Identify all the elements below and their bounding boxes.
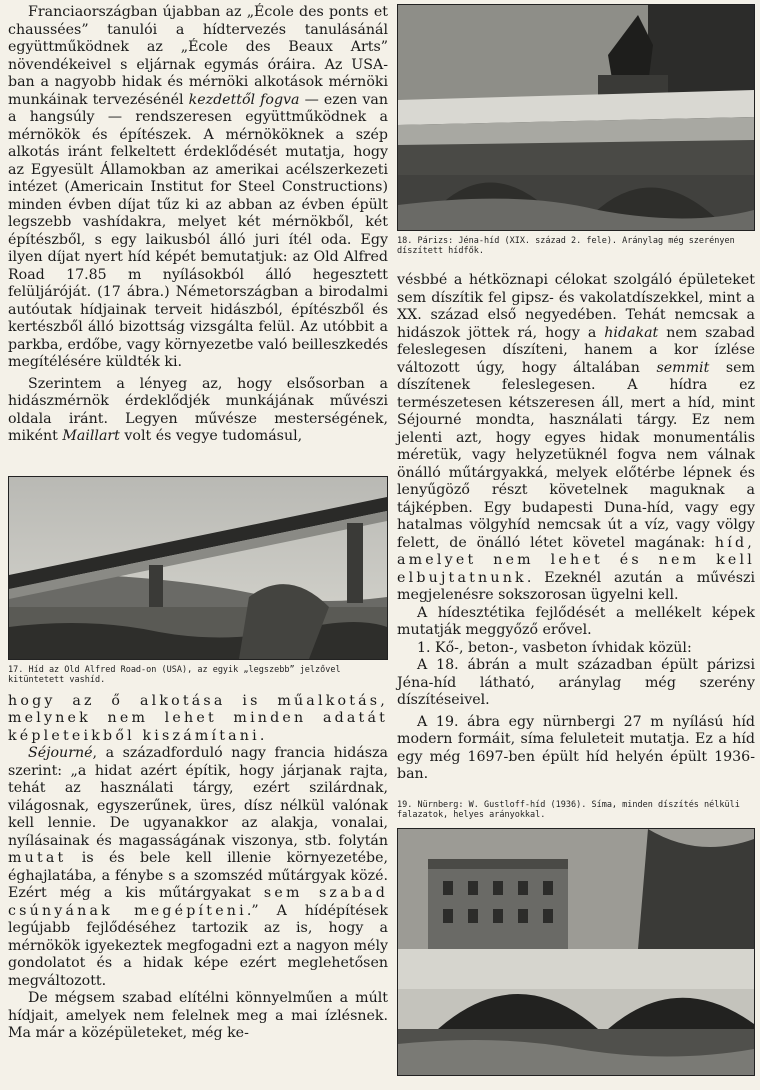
- spaced-text: mutat: [8, 850, 67, 866]
- spaced-text: híd, amelyet nem lehet és nem kell elbujtatnunk: [397, 534, 755, 586]
- left-column: [8, 4, 388, 1043]
- text-run: De mégsem szabad elítélni könnyelműen a múlt hídjait, amelyek nem felelnek meg a mai ízlésnek. Ma már a középületeket, még ke-: [8, 990, 388, 1041]
- section-heading: 1. Kő-, beton-, vasbeton ívhidak közül:: [417, 639, 692, 656]
- right-column: [397, 4, 755, 1076]
- emphasis-text: hidakat: [604, 324, 659, 341]
- text-run: Szerintem a lényeg az, hogy elsősorban a hidászmérnök érdeklődjék munkájának művészi oldala iránt. Legyen művésze mesterségének, miként: [8, 375, 388, 444]
- paragraph-diszites: [397, 272, 755, 605]
- text-run: nem szabad feleslegesen díszíteni, hanem a kor ízlése változott úgy, hogy általában: [397, 324, 756, 376]
- text-run: volt és vegye tudomásul,: [119, 428, 303, 444]
- figure-17-caption: 17. Híd az Old Alfred Road-on (USA), az egyik „legszebb” jelzővel kitüntetett vashíd.: [8, 664, 341, 685]
- emphasis-text: semmit: [656, 359, 710, 376]
- paragraph-sejourne: [8, 745, 388, 990]
- emphasis-name: Séjourné: [28, 745, 93, 761]
- text-run: is és bele kell illenie környezetébe, éghajlatába, a fénybe s a szomszéd műtárgyak közé. Ezért még a kis műtárgyakat: [8, 850, 388, 901]
- figure-17-photo: [8, 476, 388, 660]
- paragraph-intro: [8, 4, 388, 372]
- paragraph-mualkotas: [8, 693, 388, 746]
- bridge-photo-17: [9, 477, 387, 659]
- figure-18-caption: 18. Párizs: Jéna-híd (XIX. század 2. fele). Aránylag még szerényen díszített hídfők.: [397, 236, 735, 256]
- paragraph-hidesztetika: A hídesztétika fejlődését a mellékelt képek mutatják meggyőző erővel.: [397, 604, 755, 638]
- paragraph-fig18: A 18. ábrán a mult században épült párizsi Jéna-híd látható, aránylag még szerény díszítéseivel.: [397, 657, 755, 708]
- text-run: vésbbé a hétköznapi célokat szolgáló épületeket sem díszítik fel gipsz- és vakolatdíszekkel, mint a XX. század első negyedében. Tehát nemcsak a hidászok jöttek rá, hogy a: [397, 272, 755, 341]
- emphasis-text: kezdettől fogva: [188, 91, 300, 108]
- text-run: — ezen van a hangsúly — rendszeresen együttműködnek a mérnökök és építészek. A mérnököknek a szép alkotás iránt felkeltett érdeklődését mutatja, hogy az Egyesült Államokban az amerikai acélszerkezeti intézet (Americain Institut for Steel Constructions) minden évben díjat tűz ki az abban az évben épült legszebb vashídakra, melyet két mérnökből, két építészből, s egy laikusból álló juri ítél oda. Egy ilyen díjat nyert híd képét bemutatjuk: az Old Alfred Road 17.85 m nyílásokból álló hegesztett felüljáróját. (17 ábra.) Németországban a birodalmi autóutak hídjainak terveit hidászból, építészből és kertészből álló bizottság vizsgálta felül. Az utóbbit a parkba, erdőbe, vagy környezetbe való beilleszkedés megítélésére küldték ki.: [8, 91, 388, 370]
- bridge-photo-19: [398, 829, 754, 1075]
- figure-19-caption: 19. Nürnberg: W. Gustloff-híd (1936). Síma, minden díszítés nélküli falazatok, helyes arányokkal.: [397, 799, 740, 820]
- text-run: , a századforduló nagy francia hidásza szerint: „a hidat azért építik, hogy járjanak rajta, tehát az használati tárgy, ezért szilárdnak, világosnak, egyszerűnek, üres, dísz nélkül valónak kell lennie. De ugyanakkor az alakja, vonalai, nyílásainak és magasságának viszonya, stb. folytán: [8, 745, 388, 849]
- figure-18-photo: [397, 4, 755, 231]
- text-run: sem díszítenek feleslegesen. A hídra ez természetesen kétszeresen áll, mert a híd, mint Séjourné mondta, használati tárgy. Ez nem jelenti azt, hogy egyes hidak monumentális méretük, vagy helyzetüknél fogva nem válnak önálló műtárgyakká, melyek előtérbe lépnek és lenyűgöző részt követelnek maguknak a tájképben. Egy budapesti Duna-híd, vagy egy hatalmas völgyhíd nemcsak út a víz, vagy völgy felett, de önálló létet követel magának:: [397, 359, 755, 551]
- bridge-photo-18: [398, 5, 754, 230]
- spaced-text: sem szabad csúnyának megépíteni: [8, 885, 388, 919]
- paragraph-lenyeg: [8, 376, 388, 446]
- figure-19-photo: [397, 828, 755, 1076]
- emphasis-name: Maillart: [62, 428, 120, 444]
- text-run: Franciaországban újabban az „École des ponts et chaussées” tanulói a hídtervezés tanulásánál együttműködnek az „École des Beaux Arts” növendékeivel s eljárnak egymás óráira. Az USA-ban a nagyobb hidak és mérnöki alkotások mérnöki munkáinak tervezésénél: [8, 4, 388, 108]
- text-run: . Ezeknél azután a művészi megjelenésre sokszorosan ügyelni kell.: [397, 569, 755, 603]
- paragraph-fig19: A 19. ábra egy nürnbergi 27 m nyílású híd modern formáit, síma feluleteit mutatja. Ez a híd egy még 1697-ben épült híd helyén épült 1936-ban.: [397, 713, 755, 782]
- text-run: .” A hídépítések legújabb fejlődéséhez tartozik az is, hogy a mérnökök igyekeztek megfogadni ezt a nagyon mély gondolatot és a hidak képe ezért meglehetősen megváltozott.: [8, 902, 388, 989]
- paragraph-multhidak: [8, 990, 388, 1043]
- spaced-text: hogy az ő alkotása is műalkotás, melynek nem lehet minden adatát képleteikből kiszámítani.: [8, 692, 388, 744]
